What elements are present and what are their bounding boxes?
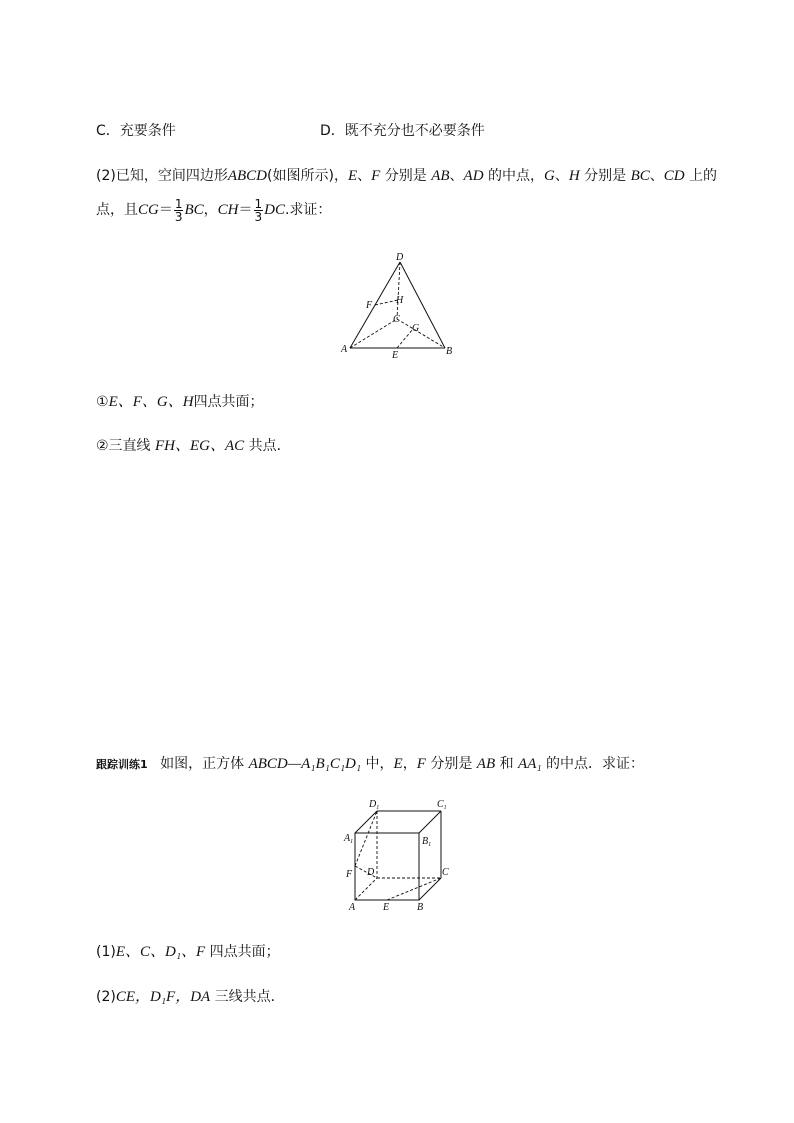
item-vars: CE，D₁F，DA [115, 989, 211, 1005]
label-c: C [442, 867, 449, 878]
seg-ch: CH [217, 202, 239, 218]
training-text-c: 分别是 [425, 756, 477, 772]
item-text: 共点． [244, 438, 291, 454]
training-text-a: 如图，正方体 [160, 756, 249, 772]
seg-ab: AB [431, 168, 450, 184]
p2-text-a: (如图所示)， [267, 168, 348, 184]
label-c: C [393, 314, 400, 325]
p2-line2-end: .求证： [284, 202, 332, 218]
item-prefix: (1) [96, 944, 116, 960]
segment-fd1 [355, 811, 377, 866]
label-d: D [367, 867, 375, 878]
item-prefix: (2) [96, 989, 116, 1005]
p2-text-e: 上的 [684, 168, 718, 184]
frac-den: 3 [174, 209, 183, 224]
label-e: E [392, 350, 399, 361]
edge-dc [397, 262, 400, 319]
var-e: E [347, 168, 358, 184]
seg-cd: CD [663, 168, 685, 184]
label-g: G [412, 323, 420, 334]
label-a1: $A_1$ [344, 833, 354, 845]
item-vars: FH、EG、AC [155, 438, 245, 454]
training-item1 [96, 940, 280, 961]
equals: ＝ [158, 202, 173, 218]
problem2-item1 [96, 390, 264, 411]
fraction-one-third [254, 198, 264, 223]
segment-fh [375, 300, 398, 305]
var-f: F [371, 168, 381, 184]
item-text: 四点共面； [193, 394, 264, 410]
cube-front-face [355, 833, 419, 900]
frac-num: 1 [254, 196, 263, 211]
edge-b1c1 [419, 811, 441, 833]
label-f: F [366, 300, 373, 311]
training-text-d: 的中点．求证： [541, 756, 645, 772]
segment-ec [387, 878, 441, 900]
problem2-item2 [96, 434, 291, 455]
seg-cg: CG [138, 202, 159, 218]
quad-name: ABCD [227, 168, 268, 184]
label-e: E [383, 902, 390, 913]
edge-ad [355, 878, 377, 900]
comma: ， [402, 756, 417, 772]
seg-bc: BC [184, 202, 204, 218]
frac-num: 1 [174, 196, 183, 211]
fraction-one-third [174, 198, 184, 223]
item-prefix: ① [96, 394, 109, 410]
var-g: G [543, 168, 555, 184]
sep: 、 [649, 168, 664, 184]
label-c1: $C_1$ [437, 799, 447, 811]
p2-line2-prefix: 点，且 [96, 202, 138, 218]
p2-text-c: 的中点， [483, 168, 544, 184]
label-h: H [396, 295, 404, 306]
item-text: 四点共面； [205, 944, 280, 960]
edge-a1d1 [355, 811, 377, 833]
equals: ＝ [238, 202, 253, 218]
label-d1: $D_1$ [369, 799, 380, 811]
training-tag: 跟踪训练1 [96, 758, 148, 771]
label-a: A [349, 902, 356, 913]
var-f: F [416, 756, 426, 772]
item-vars: E、C、D₁、F [115, 944, 206, 960]
cube-figure [340, 796, 460, 916]
training-intro [96, 753, 644, 773]
sep: 、 [357, 168, 372, 184]
sep: 、 [449, 168, 464, 184]
cube-name: ABCD—A₁B₁C₁D₁ [248, 756, 362, 772]
var-e: E [393, 756, 403, 772]
sep: 、 [554, 168, 569, 184]
seg-ad: AD [463, 168, 484, 184]
frac-den: 3 [254, 209, 263, 224]
seg-dc: DC [264, 202, 285, 218]
item-text: 三线共点． [210, 989, 285, 1005]
training-text-b: 中， [361, 756, 394, 772]
option-c: C．充要条件 [96, 123, 176, 139]
label-f: F [346, 869, 353, 880]
seg-aa1: AA₁ [518, 756, 542, 772]
label-d: D [396, 252, 404, 263]
p2-prefix: (2)已知，空间四边形 [96, 168, 228, 184]
training-item2 [96, 985, 285, 1006]
comma: ， [203, 202, 218, 218]
problem2-line1 [96, 165, 717, 185]
edge-db [400, 262, 445, 348]
p2-text-d: 分别是 [579, 168, 627, 184]
label-a: A [341, 344, 348, 355]
tetrahedron-figure [330, 248, 460, 364]
edge-bc [419, 878, 441, 900]
item-vars: E、F、G、H [108, 394, 194, 410]
p2-text-b: 分别是 [380, 168, 427, 184]
label-b: B [446, 346, 453, 357]
training-and: 和 [495, 756, 519, 772]
edge-ac [350, 319, 397, 348]
problem2-line2 [96, 196, 331, 224]
seg-bc: BC [630, 168, 650, 184]
seg-ab: AB [476, 756, 496, 772]
label-b1: $B_1$ [422, 836, 432, 848]
option-d: D．既不充分也不必要条件 [320, 123, 485, 139]
var-h: H [568, 168, 580, 184]
segment-eg [397, 329, 413, 348]
label-b: B [417, 902, 424, 913]
item-prefix: ②三直线 [96, 438, 156, 454]
